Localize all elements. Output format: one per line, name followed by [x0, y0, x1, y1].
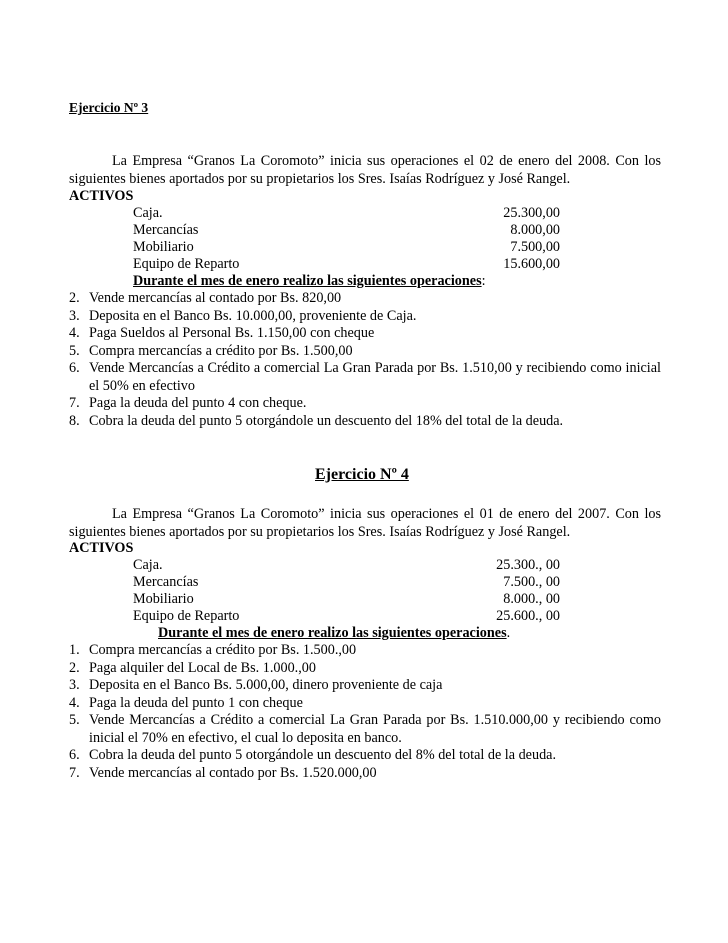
list-item: [69, 343, 661, 361]
list-item: [69, 677, 661, 695]
exercise-3-asset-name: Caja.: [133, 205, 163, 221]
exercise-3-asset-value: 7.500,00: [510, 239, 560, 255]
item-number: 4.: [69, 694, 80, 711]
exercise-3-intro: [69, 153, 661, 188]
list-item: [69, 413, 661, 431]
exercise-3-asset-name: Mobiliario: [133, 239, 194, 255]
exercise-3-asset-name: Mercancías: [133, 222, 199, 238]
item-number: 5.: [69, 342, 80, 359]
item-text: Compra mercancías a crédito por Bs. 1.500.,00: [89, 642, 357, 658]
exercise-3-operations-heading: [133, 273, 486, 291]
exercise-4-title: Ejercicio Nº 4: [315, 466, 409, 483]
list-item: [69, 642, 661, 660]
list-item: [69, 712, 661, 747]
item-text: Deposita en el Banco Bs. 10.000,00, proveniente de Caja.: [89, 307, 417, 324]
item-text: Vende mercancías al contado por Bs. 820,00: [89, 290, 342, 306]
exercise-3-asset-value: 8.000,00: [510, 222, 560, 238]
item-number: 2.: [69, 290, 80, 306]
list-item: [69, 660, 661, 678]
item-text: Paga Sueldos al Personal Bs. 1.150,00 con cheque: [89, 325, 375, 341]
item-text: Paga alquiler del Local de Bs. 1.000.,00: [89, 659, 316, 676]
item-text: Vende mercancías al contado por Bs. 1.520.000,00: [89, 764, 377, 781]
exercise-3-title: Ejercicio Nº 3: [69, 100, 149, 115]
item-text: Cobra la deuda del punto 5 otorgándole un descuento del 8% del total de la deuda.: [89, 747, 557, 763]
exercise-4-asset-name: Mobiliario: [133, 591, 194, 607]
exercise-3-asset-value: 25.300,00: [503, 205, 560, 221]
list-item: [69, 325, 661, 343]
list-item: [69, 765, 661, 783]
exercise-3-operations-heading-punct: :: [481, 273, 486, 289]
exercise-4-intro: [69, 506, 661, 541]
item-number: 5.: [69, 712, 80, 728]
item-number: 6.: [69, 747, 80, 763]
exercise-4-operations-heading: [158, 625, 510, 643]
exercise-4-asset-value: 25.300., 00: [496, 557, 560, 573]
item-number: 4.: [69, 325, 80, 341]
exercise-3-intro-text: La Empresa “Granos La Coromoto” inicia sus operaciones el 02 de enero del 2008. Con los siguientes bienes aportados por su propietarios los Sres. Isaías Rodríguez y José Rangel.: [69, 153, 661, 187]
exercise-4-asset-value: 25.600., 00: [496, 608, 560, 624]
exercise-4-operations-heading-text: Durante el mes de enero realizo las siguientes operaciones: [158, 625, 507, 641]
exercise-3-operations-list: [69, 290, 661, 430]
exercise-4-asset-value: 7.500., 00: [503, 574, 560, 590]
item-number: 7.: [69, 395, 80, 411]
item-number: 3.: [69, 307, 80, 324]
exercise-4-asset-value: 8.000., 00: [503, 591, 560, 607]
item-number: 6.: [69, 360, 80, 376]
list-item: [69, 395, 661, 413]
item-number: 7.: [69, 764, 80, 781]
list-item: [69, 695, 661, 713]
exercise-3-assets-label: ACTIVOS: [69, 188, 134, 204]
item-number: 1.: [69, 642, 80, 658]
exercise-3-operations-heading-text: Durante el mes de enero realizo las siguientes operaciones: [133, 273, 482, 289]
exercise-4-operations-heading-punct: .: [506, 625, 511, 641]
exercise-4-intro-text: La Empresa “Granos La Coromoto” inicia sus operaciones el 01 de enero del 2007. Con los siguientes bienes aportados por su propietarios los Sres. Isaías Rodríguez y José Rangel.: [69, 506, 661, 540]
exercise-4-asset-name: Mercancías: [133, 574, 199, 590]
item-text: Vende Mercancías a Crédito a comercial La Gran Parada por Bs. 1.510.000,00 y recibiendo como inicial el 70% en efectivo, el cual lo deposita en banco.: [89, 712, 661, 746]
exercise-4-asset-name: Caja.: [133, 557, 163, 573]
item-text: Deposita en el Banco Bs. 5.000,00, dinero proveniente de caja: [89, 677, 443, 693]
item-text: Vende Mercancías a Crédito a comercial La Gran Parada por Bs. 1.510,00 y recibiendo como inicial el 50% en efectivo: [89, 360, 661, 394]
item-number: 3.: [69, 677, 80, 693]
list-item: [69, 308, 661, 326]
exercise-3-asset-name: Equipo de Reparto: [133, 256, 240, 272]
item-text: Paga la deuda del punto 4 con cheque.: [89, 395, 307, 411]
item-text: Cobra la deuda del punto 5 otorgándole un descuento del 18% del total de la deuda.: [89, 412, 564, 429]
list-item: [69, 290, 661, 308]
exercise-4-asset-name: Equipo de Reparto: [133, 608, 240, 624]
item-text: Compra mercancías a crédito por Bs. 1.500,00: [89, 342, 353, 359]
item-number: 8.: [69, 412, 80, 429]
item-text: Paga la deuda del punto 1 con cheque: [89, 694, 303, 711]
list-item: [69, 360, 661, 395]
list-item: [69, 747, 661, 765]
item-number: 2.: [69, 659, 80, 676]
exercise-3-asset-value: 15.600,00: [503, 256, 560, 272]
exercise-4-assets-label: ACTIVOS: [69, 540, 134, 556]
exercise-4-operations-list: [69, 642, 661, 782]
